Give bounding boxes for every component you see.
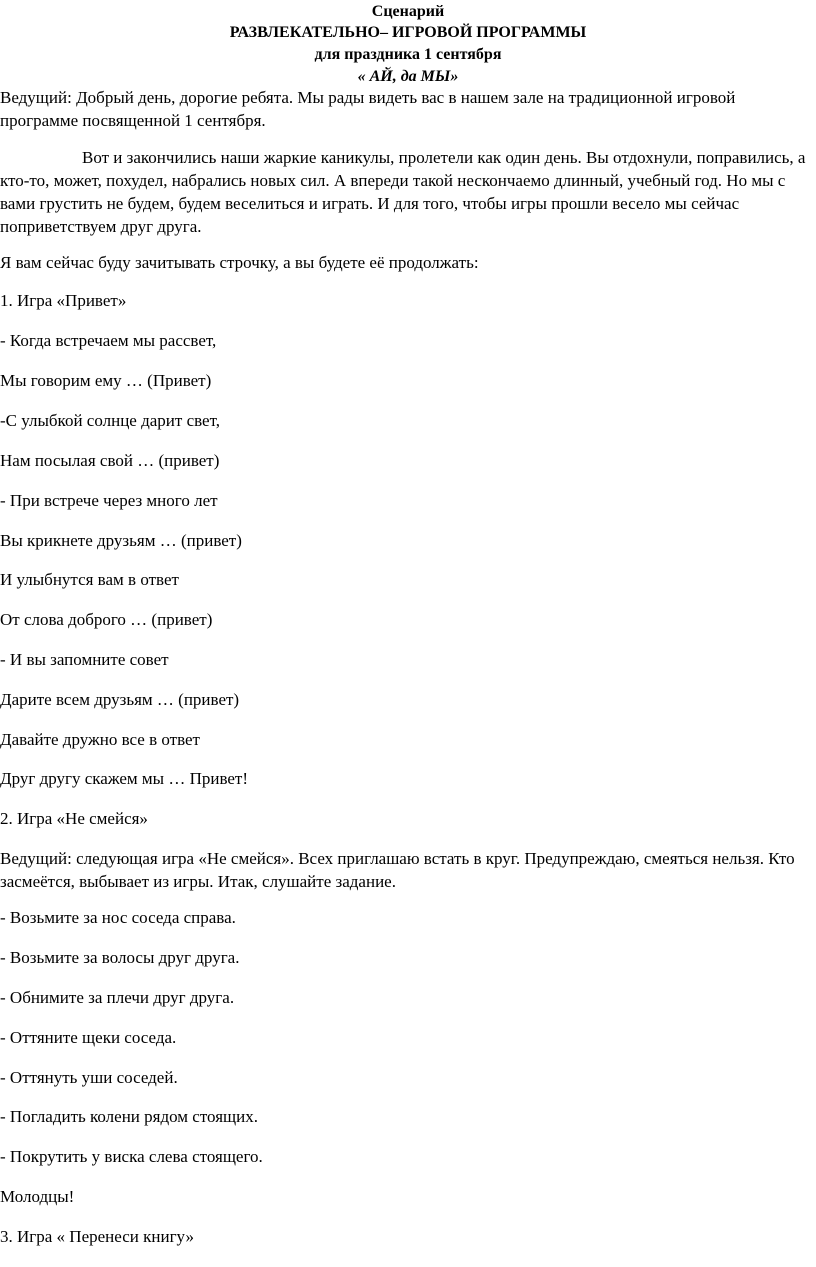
- doc-subtitle: РАЗВЛЕКАТЕЛЬНО– ИГРОВОЙ ПРОГРАММЫ: [229, 24, 587, 41]
- game2-intro: Ведущий: следующая игра «Не смейся». Всех приглашаю встать в круг. Предупреждаю, смеяться нельзя. Кто засмеётся, выбывает из игры. Итак, слушайте задание.: [0, 849, 795, 891]
- game1-heading: 1. Игра «Привет»: [0, 291, 127, 310]
- poem-line: Давайте дружно все в ответ: [0, 730, 200, 749]
- task-line: - Покрутить у виска слева стоящего.: [0, 1147, 263, 1166]
- poem-line: - И вы запомните совет: [0, 650, 169, 669]
- intro-paragraph-host: Ведущий: Добрый день, дорогие ребята. Мы рады видеть вас в нашем зале на традиционной игровой программе посвященной 1 сентября.: [0, 88, 736, 130]
- program-name: « АЙ, да МЫ»: [357, 68, 459, 85]
- poem-line: -С улыбкой солнце дарит свет,: [0, 411, 220, 430]
- poem-line: Дарите всем друзьям … (привет): [0, 690, 240, 709]
- poem-line: Мы говорим ему … (Привет): [0, 371, 212, 390]
- task-line: - Погладить колени рядом стоящих.: [0, 1107, 258, 1126]
- poem-line: Друг другу скажем мы … Привет!: [0, 769, 249, 788]
- task-line: - Возьмите за нос соседа справа.: [0, 908, 236, 927]
- intro-paragraph-vacation: Вот и закончились наши жаркие каникулы, пролетели как один день. Вы отдохнули, поправились, а кто-то, может, похудел, набрались новых сил. А впереди такой нескончаемо длинный, учебный год. Но мы с вами грустить не будем, будем веселиться и играть. И для того, чтобы игры прошли весело мы сейчас поприветствуем друг друга.: [0, 148, 806, 236]
- task-line: - Оттяните щеки соседа.: [0, 1028, 177, 1047]
- poem-line: От слова доброго … (привет): [0, 610, 213, 629]
- task-line: - Возьмите за волосы друг друга.: [0, 948, 240, 967]
- game2-heading: 2. Игра «Не смейся»: [0, 809, 148, 828]
- poem-line: - При встрече через много лет: [0, 491, 218, 510]
- task-line: - Оттянуть уши соседей.: [0, 1068, 178, 1087]
- poem-line: Вы крикнете друзьям … (привет): [0, 531, 242, 550]
- intro-paragraph-instruction: Я вам сейчас буду зачитывать строчку, а вы будете её продолжать:: [0, 253, 479, 272]
- poem-line: - Когда встречаем мы рассвет,: [0, 331, 217, 350]
- doc-occasion: для праздника 1 сентября: [314, 46, 502, 63]
- poem-line: И улыбнутся вам в ответ: [0, 570, 179, 589]
- poem-line: Нам посылая свой … (привет): [0, 451, 220, 470]
- doc-title: Сценарий: [371, 3, 445, 20]
- task-line: - Обнимите за плечи друг друга.: [0, 988, 235, 1007]
- game3-heading: 3. Игра « Перенеси книгу»: [0, 1227, 194, 1246]
- game2-closing: Молодцы!: [0, 1187, 75, 1206]
